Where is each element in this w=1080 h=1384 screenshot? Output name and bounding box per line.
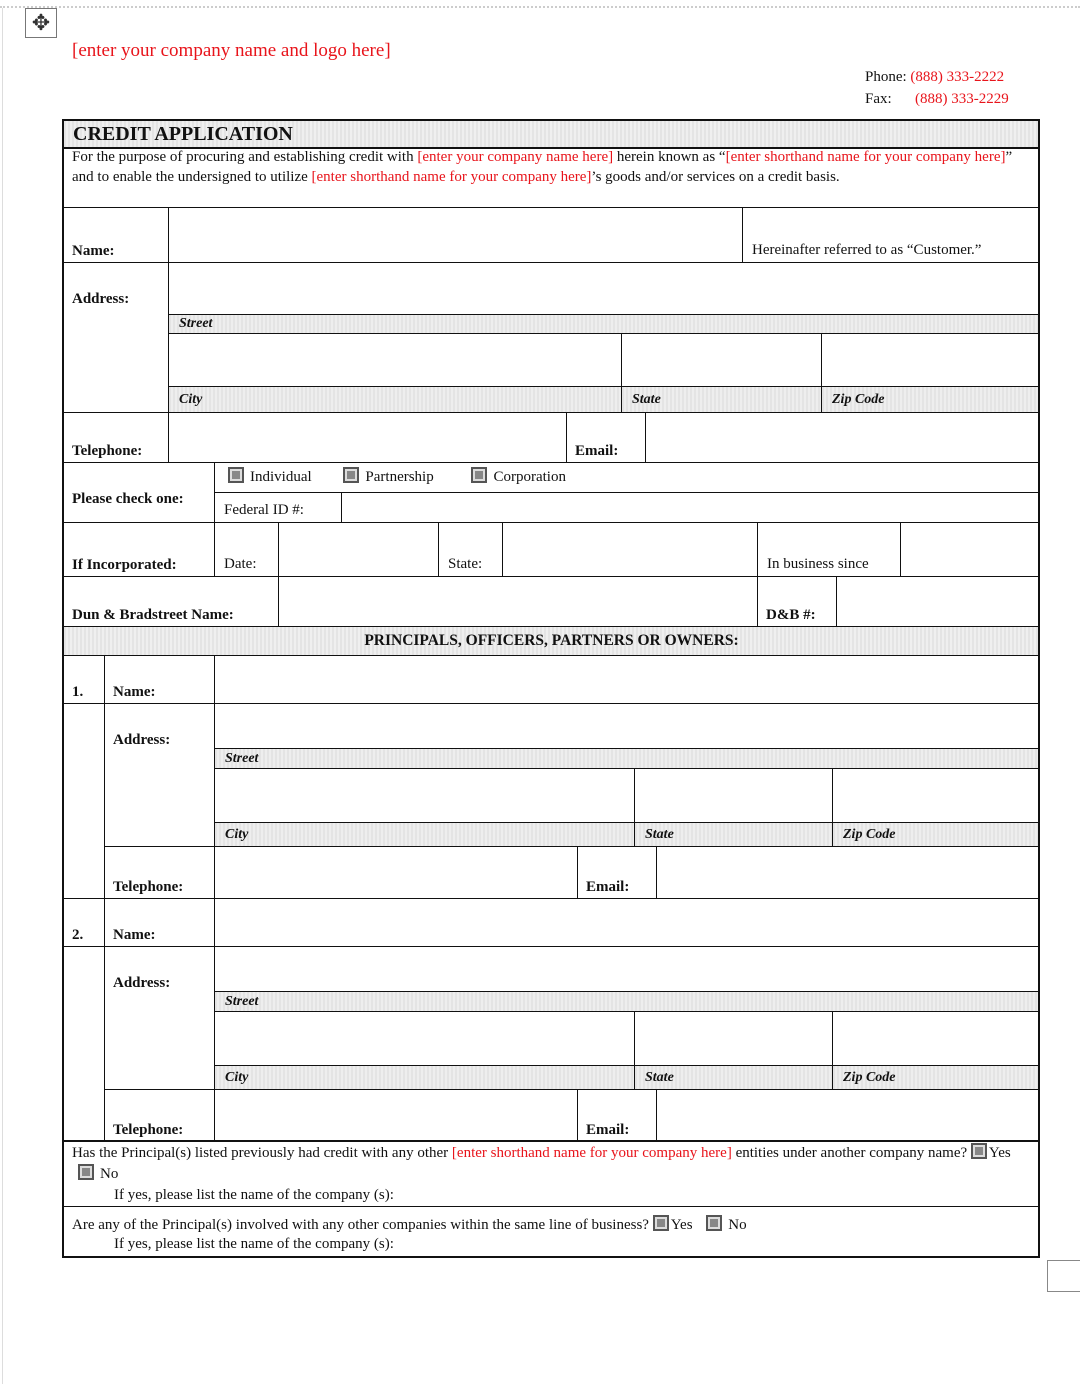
principal-2-spacer (63, 946, 105, 1142)
intro-part: herein known as “ (613, 149, 726, 165)
q1-yes-checkbox[interactable]: Yes (971, 1145, 1011, 1161)
intro-part: For the purpose of procuring and establishing credit with (72, 149, 418, 165)
principal-1-email-label: Email: (577, 846, 657, 899)
federal-id-field[interactable] (341, 492, 1040, 523)
customer-name-field[interactable] (168, 207, 743, 263)
question-same-line-business: Are any of the Principal(s) involved with any other companies within the same line of business? Yes No If yes, please list the name of the company (s): (72, 1215, 1022, 1255)
principal-1-city-field[interactable] (214, 768, 635, 823)
principal-1-telephone-field[interactable] (214, 846, 578, 899)
dnb-name-field[interactable] (278, 576, 758, 627)
if-incorporated-label: If Incorporated: (63, 522, 215, 577)
company-name-placeholder[interactable]: [enter your company name here] (417, 149, 614, 165)
principal-2-email-field[interactable] (656, 1089, 1040, 1142)
intro-part: ” and to enable the undersigned to utilize (72, 149, 1013, 185)
dnb-number-label: D&B #: (757, 576, 837, 627)
contact-info (865, 66, 1009, 110)
principal-2-address-label: Address: (104, 946, 215, 1090)
shorthand-name-placeholder[interactable]: [enter shorthand name for your company here] (311, 169, 592, 185)
name-label: Name: (63, 207, 169, 263)
principal-2-zip-field[interactable] (832, 1011, 1040, 1066)
q2-yes-checkbox[interactable]: Yes (653, 1217, 693, 1233)
principal-1-number: 1. (63, 655, 105, 704)
phone-value: (888) 333-2222 (910, 69, 1005, 85)
principal-2-number: 2. (63, 898, 105, 947)
street-field[interactable] (168, 262, 1040, 315)
page-top-border (0, 6, 1080, 8)
principal-1-zip-caption: Zip Code (832, 822, 1040, 847)
checkbox-corporation[interactable]: Corporation (471, 469, 566, 485)
principal-1-city-caption: City (214, 822, 635, 847)
principal-2-telephone-field[interactable] (214, 1089, 578, 1142)
principal-2-street-field[interactable] (214, 946, 1040, 992)
zip-caption: Zip Code (821, 386, 1040, 413)
page-left-border (2, 8, 3, 1384)
q2-no-checkbox[interactable]: No (706, 1217, 746, 1233)
intro-text (72, 147, 1027, 187)
dnb-number-field[interactable] (836, 576, 1040, 627)
federal-id-label: Federal ID #: (214, 492, 342, 523)
fax-label: Fax: (865, 91, 892, 107)
in-business-since-field[interactable] (900, 522, 1040, 577)
incorporation-state-field[interactable] (502, 522, 758, 577)
street-caption: Street (168, 314, 1040, 334)
inc-state-label: State: (438, 522, 503, 577)
principal-1-state-field[interactable] (634, 768, 833, 823)
state-caption: State (621, 386, 822, 413)
principal-1-email-field[interactable] (656, 846, 1040, 899)
principal-1-state-caption: State (634, 822, 833, 847)
page-corner-marker (1047, 1260, 1080, 1292)
in-business-since-label: In business since (757, 522, 901, 577)
date-label: Date: (214, 522, 279, 577)
incorporation-date-field[interactable] (278, 522, 439, 577)
check-one-label: Please check one: (63, 462, 215, 523)
city-caption: City (168, 386, 622, 413)
telephone-label: Telephone: (63, 412, 169, 463)
fax-value: (888) 333-2229 (915, 91, 1009, 107)
entity-type-options (228, 467, 566, 488)
principal-2-city-field[interactable] (214, 1011, 635, 1066)
shorthand-name-placeholder[interactable]: [enter shorthand name for your company here] (725, 149, 1006, 165)
email-label: Email: (566, 412, 646, 463)
principal-1-street-caption: Street (214, 748, 1040, 769)
shorthand-name-placeholder[interactable]: [enter shorthand name for your company here] (451, 1145, 732, 1161)
principal-2-state-caption: State (634, 1065, 833, 1090)
principal-1-street-field[interactable] (214, 703, 1040, 749)
city-field[interactable] (168, 333, 622, 387)
zip-field[interactable] (821, 333, 1040, 387)
question-prior-credit: Has the Principal(s) listed previously had credit with any other [enter shorthand name for your company here] entities under another company name? Yes No If yes, please list the name of the company (s): (72, 1143, 1022, 1206)
form-title: CREDIT APPLICATION (63, 120, 1040, 149)
principal-1-zip-field[interactable] (832, 768, 1040, 823)
state-field[interactable] (621, 333, 822, 387)
principal-2-street-caption: Street (214, 991, 1040, 1012)
principal-2-name-label: Name: (104, 898, 215, 947)
table-move-handle-icon[interactable]: ✥ (25, 8, 57, 38)
principal-2-city-caption: City (214, 1065, 635, 1090)
checkbox-individual[interactable]: Individual (228, 469, 312, 485)
principal-1-name-field[interactable] (214, 655, 1040, 704)
principal-1-telephone-label: Telephone: (104, 846, 215, 899)
principal-1-spacer (63, 703, 105, 899)
q2-followup: If yes, please list the name of the company (s): (114, 1236, 394, 1252)
principal-2-telephone-label: Telephone: (104, 1089, 215, 1142)
phone-label: Phone: (865, 69, 907, 85)
q1-no-checkbox[interactable]: No (78, 1166, 118, 1182)
principal-2-email-label: Email: (577, 1089, 657, 1142)
customer-note: Hereinafter referred to as “Customer.” (742, 207, 1040, 263)
q1-followup: If yes, please list the name of the company (s): (114, 1187, 394, 1203)
intro-part: ’s goods and/or services on a credit basis. (591, 169, 840, 185)
principals-header: PRINCIPALS, OFFICERS, PARTNERS OR OWNERS: (63, 626, 1040, 656)
telephone-field[interactable] (168, 412, 567, 463)
address-label: Address: (63, 262, 169, 413)
principal-1-name-label: Name: (104, 655, 215, 704)
principal-1-address-label: Address: (104, 703, 215, 847)
email-field[interactable] (645, 412, 1040, 463)
principal-2-zip-caption: Zip Code (832, 1065, 1040, 1090)
company-logo-placeholder[interactable]: [enter your company name and logo here] (72, 40, 391, 61)
dnb-name-label: Dun & Bradstreet Name: (63, 576, 279, 627)
principal-2-state-field[interactable] (634, 1011, 833, 1066)
principal-2-name-field[interactable] (214, 898, 1040, 947)
checkbox-partnership[interactable]: Partnership (343, 469, 433, 485)
